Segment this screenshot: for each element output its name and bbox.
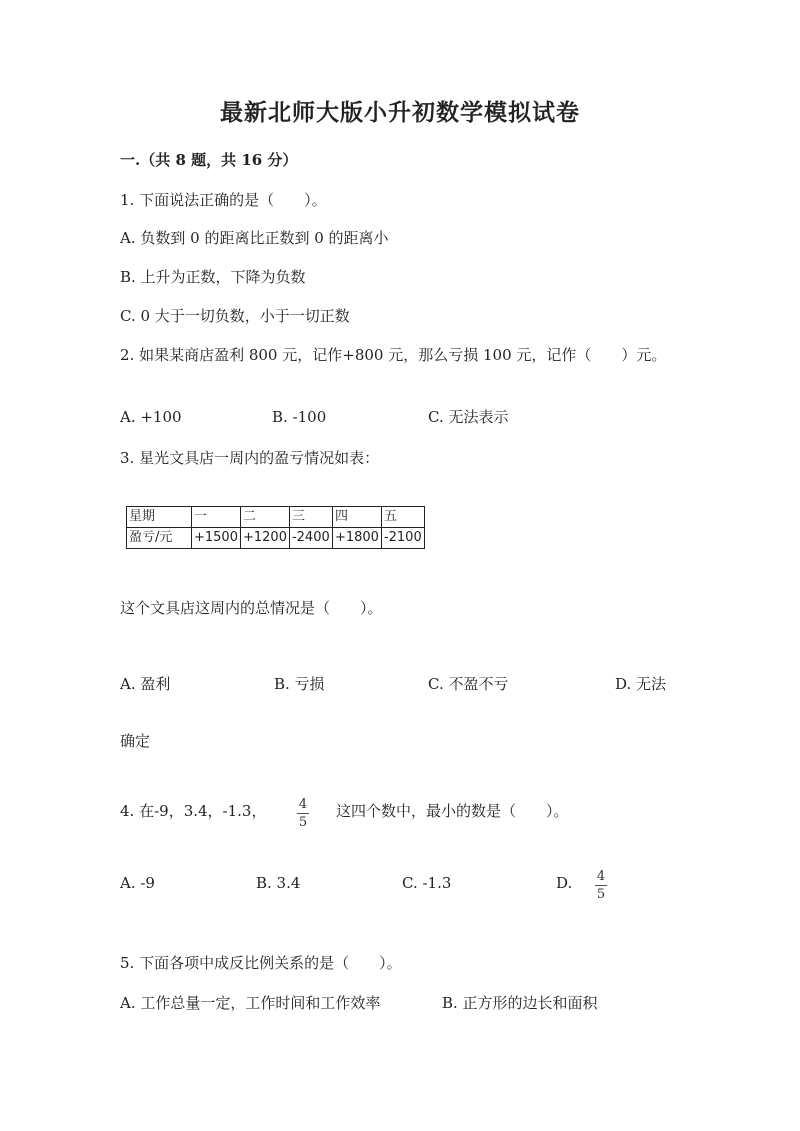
q3-option-b: B. 亏损 <box>274 675 325 693</box>
table-cell: 二 <box>240 507 289 528</box>
table-cell: 星期 <box>127 507 192 528</box>
q3-option-a: A. 盈利 <box>120 675 171 693</box>
q4-option-b: B. 3.4 <box>256 874 301 892</box>
q4-option-a: A. -9 <box>120 874 155 892</box>
page-title: 最新北师大版小升初数学模拟试卷 <box>220 99 580 126</box>
q3-question: 这个文具店这周内的总情况是（ ）。 <box>120 599 383 617</box>
fraction-numerator: 4 <box>596 869 606 884</box>
fraction-numerator: 4 <box>298 797 308 812</box>
fraction-denominator: 5 <box>596 887 606 902</box>
table-cell: +1500 <box>192 528 241 549</box>
q4-fraction <box>297 797 309 830</box>
q1-stem: 1. 下面说法正确的是（ ）。 <box>120 191 327 209</box>
table-cell: 一 <box>192 507 241 528</box>
q2-option-c: C. 无法表示 <box>428 408 509 426</box>
table-row <box>127 528 425 549</box>
q4-option-c: C. -1.3 <box>402 874 452 892</box>
q1-option-b: B. 上升为正数，下降为负数 <box>120 268 306 286</box>
section-header: 一.（共 8 题，共 16 分） <box>120 151 298 169</box>
q2-stem: 2. 如果某商店盈利 800 元，记作+800 元，那么亏损 100 元，记作（ ）元。 <box>120 346 667 364</box>
q3-option-d: D. 无法 <box>615 675 667 693</box>
q3-option-d-continued: 确定 <box>120 732 151 750</box>
fraction-bar <box>595 885 607 886</box>
q1-option-a: A. 负数到 0 的距离比正数到 0 的距离小 <box>120 229 389 247</box>
table-row <box>127 507 425 528</box>
q3-option-c: C. 不盈不亏 <box>428 675 509 693</box>
q5-option-a: A. 工作总量一定，工作时间和工作效率 <box>120 994 381 1012</box>
table-cell: 三 <box>289 507 332 528</box>
table-cell: 盈亏/元 <box>127 528 192 549</box>
q5-option-b: B. 正方形的边长和面积 <box>442 994 598 1012</box>
table-cell: -2100 <box>381 528 424 549</box>
table-cell: +1800 <box>332 528 381 549</box>
table-cell: +1200 <box>240 528 289 549</box>
q2-option-b: B. -100 <box>272 408 327 426</box>
q4-option-d: D. <box>556 874 573 892</box>
table-cell: 四 <box>332 507 381 528</box>
fraction-denominator: 5 <box>298 815 308 830</box>
table-cell: 五 <box>381 507 424 528</box>
fraction-bar <box>297 813 309 814</box>
q3-stem: 3. 星光文具店一周内的盈亏情况如表： <box>120 449 380 467</box>
table-cell: -2400 <box>289 528 332 549</box>
q5-stem: 5. 下面各项中成反比例关系的是（ ）。 <box>120 954 402 972</box>
q4-stem-end: 这四个数中，最小的数是（ ）。 <box>336 802 569 820</box>
profit-table <box>126 506 425 549</box>
q4-option-d-fraction <box>595 869 607 902</box>
q1-option-c: C. 0 大于一切负数，小于一切正数 <box>120 307 350 325</box>
q2-option-a: A. +100 <box>120 408 182 426</box>
q4-stem-start: 4. 在-9，3.4，-1.3， <box>120 802 267 820</box>
